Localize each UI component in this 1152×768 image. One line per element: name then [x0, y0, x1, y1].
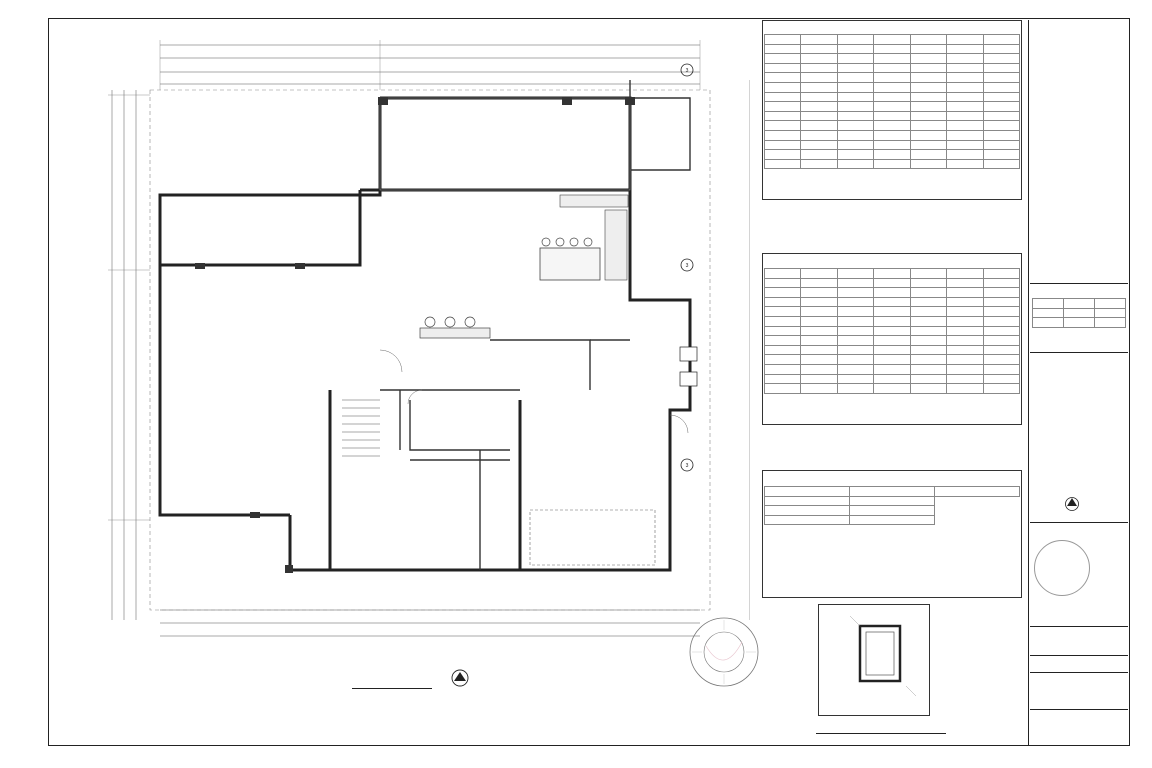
- table-cell: [910, 355, 946, 365]
- table-cell: [801, 102, 837, 112]
- table-cell: [910, 159, 946, 169]
- table-cell: [874, 44, 910, 54]
- north-arrow-icon: [452, 670, 468, 686]
- table-cell: [801, 355, 837, 365]
- header-cell: [874, 269, 910, 279]
- table-cell: [837, 92, 873, 102]
- table-cell: [874, 54, 910, 64]
- table-cell: [837, 54, 873, 64]
- table-cell: [765, 345, 801, 355]
- header-cell: [1064, 299, 1095, 309]
- table-cell: [801, 364, 837, 374]
- table-cell: [874, 345, 910, 355]
- table-cell: [837, 121, 873, 131]
- table-cell: [801, 336, 837, 346]
- table-cell: [765, 140, 801, 150]
- table-cell: [874, 326, 910, 336]
- table-cell: [910, 82, 946, 92]
- table-cell: [765, 44, 801, 54]
- table-cell: [983, 73, 1019, 83]
- table-cell: [947, 384, 983, 394]
- table-cell: [837, 316, 873, 326]
- table-cell: [1095, 318, 1126, 328]
- table-row: [765, 316, 1020, 326]
- table-cell: [874, 73, 910, 83]
- table-cell: [850, 496, 935, 506]
- table-cell: [983, 130, 1019, 140]
- rule-6: [1030, 672, 1128, 673]
- table-cell: [874, 355, 910, 365]
- table-cell: [801, 374, 837, 384]
- header-cell: [837, 35, 873, 45]
- table-cell: [947, 130, 983, 140]
- table-row: [765, 515, 1020, 525]
- table-cell: [947, 345, 983, 355]
- table-cell: [801, 73, 837, 83]
- table-row: [765, 150, 1020, 160]
- table-cell: [874, 374, 910, 384]
- table-cell: [910, 374, 946, 384]
- header-cell: [801, 269, 837, 279]
- table-cell: [850, 515, 935, 525]
- table-cell: [983, 92, 1019, 102]
- table-cell: [947, 63, 983, 73]
- plan-title-rule: [352, 688, 432, 689]
- waterproofing-detail-drawing: [820, 606, 928, 714]
- table-row: [765, 384, 1020, 394]
- table-cell: [765, 307, 801, 317]
- table-cell: [983, 63, 1019, 73]
- table-cell: [1064, 318, 1095, 328]
- table-cell: [983, 384, 1019, 394]
- table-cell: [947, 73, 983, 83]
- table-cell: [947, 150, 983, 160]
- header-cell: [983, 35, 1019, 45]
- table-cell: [765, 326, 801, 336]
- table-cell: [947, 44, 983, 54]
- table-cell: [765, 92, 801, 102]
- table-cell: [837, 384, 873, 394]
- table-cell: [874, 111, 910, 121]
- door-schedule-table: [764, 268, 1020, 394]
- rule-4: [1030, 626, 1128, 627]
- table-cell: [765, 355, 801, 365]
- header-cell: [947, 269, 983, 279]
- table-cell: [874, 288, 910, 298]
- table-row: [765, 102, 1020, 112]
- table-cell: [947, 374, 983, 384]
- table-cell: [910, 111, 946, 121]
- table-cell: [947, 92, 983, 102]
- table-cell: [801, 63, 837, 73]
- table-cell: [765, 364, 801, 374]
- table-cell: [837, 102, 873, 112]
- svg-text:3: 3: [685, 68, 689, 74]
- table-row: [765, 111, 1020, 121]
- table-row: [765, 44, 1020, 54]
- table-cell: [837, 159, 873, 169]
- table-cell: [837, 288, 873, 298]
- table-cell: [910, 140, 946, 150]
- table-cell: [874, 364, 910, 374]
- table-row: [765, 82, 1020, 92]
- table-cell: [983, 44, 1019, 54]
- table-cell: [983, 121, 1019, 131]
- table-cell: [765, 54, 801, 64]
- table-row: [765, 336, 1020, 346]
- table-cell: [910, 316, 946, 326]
- table-row: [765, 73, 1020, 83]
- rule-3: [1030, 522, 1128, 523]
- table-cell: [947, 326, 983, 336]
- table-cell: [947, 159, 983, 169]
- table-row: [765, 297, 1020, 307]
- header-cell: [765, 269, 801, 279]
- floor-plan: [50, 20, 750, 720]
- table-cell: [947, 121, 983, 131]
- header-cell: [837, 269, 873, 279]
- table-cell: [910, 307, 946, 317]
- header-cell: [765, 35, 801, 45]
- table-cell: [910, 54, 946, 64]
- table-cell: [801, 307, 837, 317]
- svg-text:3: 3: [685, 463, 689, 469]
- table-cell: [983, 336, 1019, 346]
- table-cell: [801, 159, 837, 169]
- table-row: [765, 121, 1020, 131]
- table-cell: [765, 515, 850, 525]
- table-cell: [947, 288, 983, 298]
- window-schedule-table: [764, 34, 1020, 169]
- table-cell: [1033, 318, 1064, 328]
- header-cell: [935, 487, 1020, 497]
- table-row: [765, 54, 1020, 64]
- table-cell: [765, 73, 801, 83]
- table-cell: [801, 140, 837, 150]
- table-cell: [801, 111, 837, 121]
- table-cell: [801, 288, 837, 298]
- table-row: [765, 374, 1020, 384]
- table-cell: [947, 278, 983, 288]
- table-row: [765, 63, 1020, 73]
- header-cell: [947, 35, 983, 45]
- header-cell: [910, 269, 946, 279]
- table-cell: [947, 316, 983, 326]
- rule-5: [1030, 655, 1128, 656]
- table-cell: [910, 102, 946, 112]
- rule-2: [1030, 352, 1128, 353]
- table-row: [765, 506, 1020, 516]
- table-cell: [837, 307, 873, 317]
- table-cell: [947, 140, 983, 150]
- table-cell: [765, 121, 801, 131]
- table-cell: [874, 278, 910, 288]
- north-arrow-icon: [1064, 496, 1080, 512]
- table-cell: [910, 150, 946, 160]
- table-cell: [765, 496, 850, 506]
- table-cell: [874, 102, 910, 112]
- table-cell: [801, 278, 837, 288]
- engineer-seal: [688, 616, 760, 688]
- table-cell: [1064, 308, 1095, 318]
- table-cell: [947, 111, 983, 121]
- table-row: [765, 130, 1020, 140]
- table-cell: [983, 82, 1019, 92]
- table-cell: [874, 130, 910, 140]
- table-cell: [765, 336, 801, 346]
- table-cell: [874, 82, 910, 92]
- table-cell: [947, 336, 983, 346]
- table-cell: [765, 159, 801, 169]
- table-cell: [910, 384, 946, 394]
- table-cell: [874, 316, 910, 326]
- table-cell: [837, 44, 873, 54]
- table-cell: [874, 140, 910, 150]
- table-cell: [801, 54, 837, 64]
- table-row: [765, 92, 1020, 102]
- table-cell: [947, 364, 983, 374]
- table-cell: [874, 63, 910, 73]
- table-cell: [983, 316, 1019, 326]
- table-cell: [983, 140, 1019, 150]
- table-cell: [801, 316, 837, 326]
- table-cell: [874, 159, 910, 169]
- table-cell: [801, 326, 837, 336]
- table-cell: [983, 288, 1019, 298]
- table-row: [765, 496, 1020, 506]
- table-cell: [910, 297, 946, 307]
- rule-7: [1030, 709, 1128, 710]
- table-cell: [765, 63, 801, 73]
- table-header-row: [765, 35, 1020, 45]
- header-cell: [1095, 299, 1126, 309]
- table-cell: [983, 278, 1019, 288]
- table-cell: [837, 130, 873, 140]
- table-cell: [947, 102, 983, 112]
- detail-title-rule: [816, 733, 946, 734]
- table-row: [1033, 318, 1126, 328]
- table-cell: [983, 364, 1019, 374]
- table-cell: [947, 297, 983, 307]
- table-cell: [837, 278, 873, 288]
- table-cell: [837, 345, 873, 355]
- table-cell: [837, 297, 873, 307]
- table-row: [765, 140, 1020, 150]
- table-header-row: [765, 269, 1020, 279]
- revisions-table: [1032, 298, 1126, 328]
- table-header-row: [1033, 299, 1126, 309]
- table-row: [765, 355, 1020, 365]
- wall-legend-table: [764, 486, 1020, 525]
- engineer-stamp-circle: [1034, 540, 1090, 596]
- table-cell: [910, 326, 946, 336]
- table-cell: [874, 150, 910, 160]
- table-cell: [765, 374, 801, 384]
- table-cell: [837, 82, 873, 92]
- table-cell: [983, 159, 1019, 169]
- table-cell: [765, 384, 801, 394]
- table-cell: [947, 355, 983, 365]
- table-row: [765, 307, 1020, 317]
- header-cell: [874, 35, 910, 45]
- table-cell: [983, 54, 1019, 64]
- table-cell: [910, 121, 946, 131]
- table-row: [765, 159, 1020, 169]
- table-cell: [850, 506, 935, 516]
- table-cell: [765, 278, 801, 288]
- table-cell: [765, 111, 801, 121]
- rule-1: [1030, 283, 1128, 284]
- table-cell: [983, 102, 1019, 112]
- title-block-divider: [1028, 20, 1029, 746]
- table-cell: [801, 121, 837, 131]
- header-cell: [910, 35, 946, 45]
- svg-text:3: 3: [685, 263, 689, 269]
- table-cell: [874, 92, 910, 102]
- table-cell: [910, 44, 946, 54]
- table-cell: [910, 92, 946, 102]
- table-cell: [765, 130, 801, 140]
- table-cell: [837, 73, 873, 83]
- table-cell: [765, 288, 801, 298]
- table-cell: [910, 278, 946, 288]
- table-cell: [874, 297, 910, 307]
- header-cell: [983, 269, 1019, 279]
- header-cell: [801, 35, 837, 45]
- table-cell: [765, 316, 801, 326]
- table-cell: [801, 92, 837, 102]
- table-cell: [837, 326, 873, 336]
- table-cell: [983, 345, 1019, 355]
- table-cell: [910, 73, 946, 83]
- table-cell: [947, 307, 983, 317]
- table-row: [765, 326, 1020, 336]
- table-cell: [1095, 308, 1126, 318]
- table-cell: [910, 336, 946, 346]
- table-row: [765, 345, 1020, 355]
- table-cell: [874, 336, 910, 346]
- table-cell: [837, 364, 873, 374]
- table-cell: [910, 364, 946, 374]
- table-cell: [983, 307, 1019, 317]
- table-cell: [801, 82, 837, 92]
- table-row: [765, 288, 1020, 298]
- table-cell: [801, 150, 837, 160]
- table-cell: [983, 111, 1019, 121]
- table-cell: [874, 307, 910, 317]
- table-cell: [983, 374, 1019, 384]
- table-cell: [910, 345, 946, 355]
- table-cell: [801, 297, 837, 307]
- table-row: [1033, 308, 1126, 318]
- table-cell: [765, 150, 801, 160]
- table-cell: [837, 374, 873, 384]
- table-cell: [801, 130, 837, 140]
- table-cell: [765, 82, 801, 92]
- header-cell: [1033, 299, 1064, 309]
- table-cell: [837, 140, 873, 150]
- table-cell: [801, 44, 837, 54]
- table-cell: [765, 102, 801, 112]
- table-cell: [910, 288, 946, 298]
- table-cell: [837, 355, 873, 365]
- header-cell: [765, 487, 850, 497]
- table-cell: [801, 345, 837, 355]
- table-header-row: [765, 487, 1020, 497]
- table-row: [765, 364, 1020, 374]
- table-cell: [910, 63, 946, 73]
- table-cell: [983, 326, 1019, 336]
- table-cell: [983, 150, 1019, 160]
- table-cell: [874, 384, 910, 394]
- table-row: [765, 278, 1020, 288]
- table-cell: [947, 54, 983, 64]
- header-cell: [850, 487, 935, 497]
- table-cell: [1033, 308, 1064, 318]
- table-cell: [874, 121, 910, 131]
- table-cell: [910, 130, 946, 140]
- table-cell: [947, 82, 983, 92]
- table-cell: [837, 150, 873, 160]
- table-cell: [837, 336, 873, 346]
- table-cell: [837, 63, 873, 73]
- table-cell: [765, 297, 801, 307]
- table-cell: [983, 297, 1019, 307]
- table-cell: [765, 506, 850, 516]
- table-cell: [983, 355, 1019, 365]
- table-cell: [837, 111, 873, 121]
- table-cell: [801, 384, 837, 394]
